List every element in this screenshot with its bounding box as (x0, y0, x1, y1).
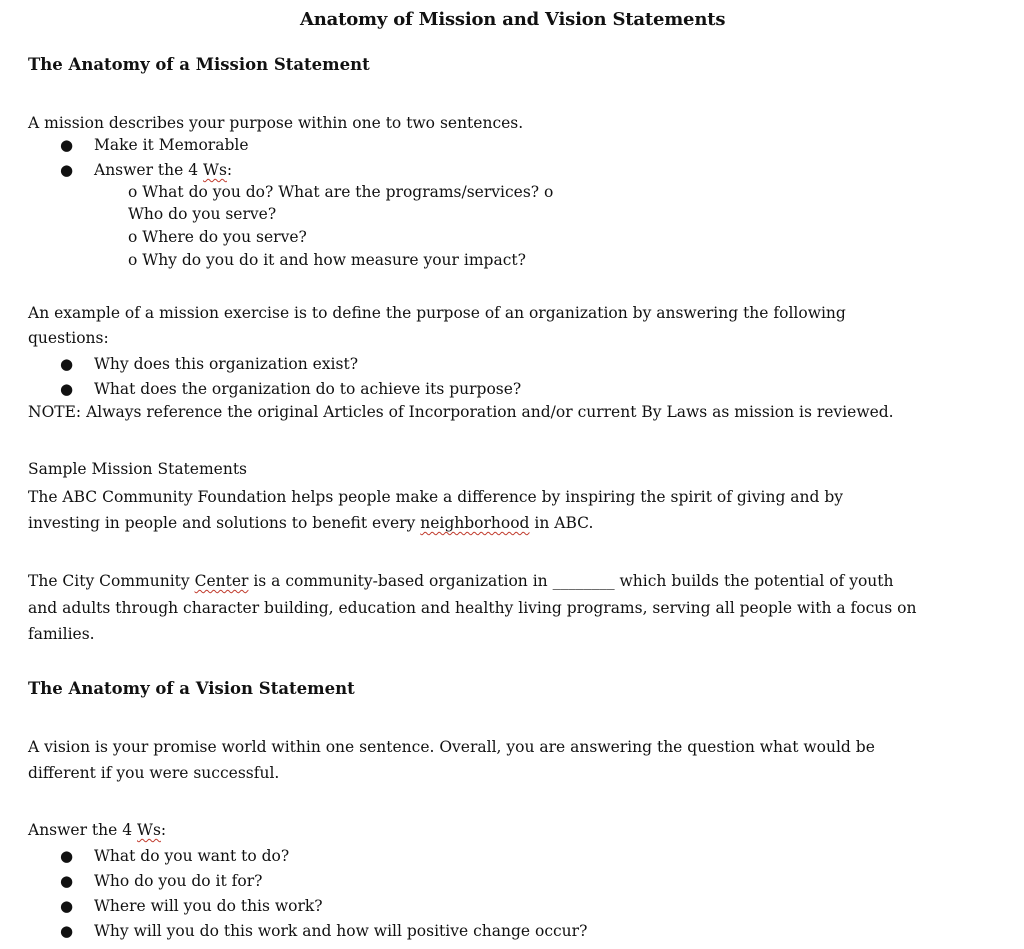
blank-line: ________ (552, 572, 615, 590)
vision-bullet-what: What do you want to do? (94, 847, 290, 865)
bullet-icon: ● (60, 847, 74, 865)
ws-word: Ws (137, 821, 161, 839)
center-word: Center (194, 572, 249, 590)
sub-item-what: o What do you do? What are the programs/services? o (128, 183, 554, 201)
abc-line2-suffix: in ABC. (529, 514, 594, 532)
vision-bullet-where: Where will you do this work? (94, 897, 323, 915)
vision-intro-line2: different if you were successful. (28, 764, 280, 782)
note-text: NOTE: Always reference the original Articles of Incorporation and/or current By Laws as mission is reviewed. (28, 403, 894, 421)
vision-bullet-why: Why will you do this work and how will positive change occur? (94, 922, 588, 940)
samples-label: Sample Mission Statements (28, 460, 247, 478)
sub-item-why: o Why do you do it and how measure your impact? (128, 251, 526, 269)
vision-bullet-who: Who do you do it for? (94, 872, 263, 890)
vision-heading: The Anatomy of a Vision Statement (28, 679, 355, 698)
bullet-icon: ● (60, 922, 74, 940)
vision-answer-4ws (28, 820, 166, 840)
mission-intro: A mission describes your purpose within one to two sentences. (28, 114, 524, 132)
city-sample-line1 (28, 571, 893, 591)
question-exist: Why does this organization exist? (94, 355, 358, 373)
exercise-text-line1: An example of a mission exercise is to define the purpose of an organization by answering the following (28, 304, 846, 322)
bullet-answer-4ws (94, 160, 232, 180)
ws-word: Ws (203, 161, 227, 179)
sub-item-who: Who do you serve? (128, 205, 277, 223)
bullet-icon: ● (60, 872, 74, 890)
bullet-icon: ● (60, 355, 74, 373)
city-sample-line2: and adults through character building, education and healthy living programs, serving all people with a focus on (28, 599, 917, 617)
abc-line2-prefix: investing in people and solutions to benefit every (28, 514, 421, 532)
exercise-text-line2: questions: (28, 329, 109, 347)
abc-sample-line1: The ABC Community Foundation helps people make a difference by inspiring the spirit of giving and by (28, 488, 844, 506)
bullet-icon: ● (60, 161, 74, 179)
city-sample-line3: families. (28, 625, 95, 643)
answer-suffix: : (160, 821, 167, 839)
sub-item-where: o Where do you serve? (128, 228, 307, 246)
page-title: Anatomy of Mission and Vision Statements (300, 9, 726, 30)
city-line1-middle: is a community-based organization in (248, 572, 553, 590)
vision-intro-line1: A vision is your promise world within one sentence. Overall, you are answering the question what would be (28, 738, 875, 756)
abc-sample-line2 (28, 513, 593, 533)
neighborhood-word: neighborhood (420, 514, 530, 532)
bullet-icon: ● (60, 380, 74, 398)
bullet-memorable: Make it Memorable (94, 136, 249, 154)
mission-heading: The Anatomy of a Mission Statement (28, 55, 370, 74)
question-achieve: What does the organization do to achieve its purpose? (94, 380, 522, 398)
city-line1-prefix: The City Community (28, 572, 195, 590)
answer-prefix: Answer the 4 (28, 821, 138, 839)
bullet-icon: ● (60, 136, 74, 154)
bullet-icon: ● (60, 897, 74, 915)
city-line1-suffix: which builds the potential of youth (614, 572, 894, 590)
answer-suffix: : (226, 161, 233, 179)
answer-prefix: Answer the 4 (94, 161, 204, 179)
